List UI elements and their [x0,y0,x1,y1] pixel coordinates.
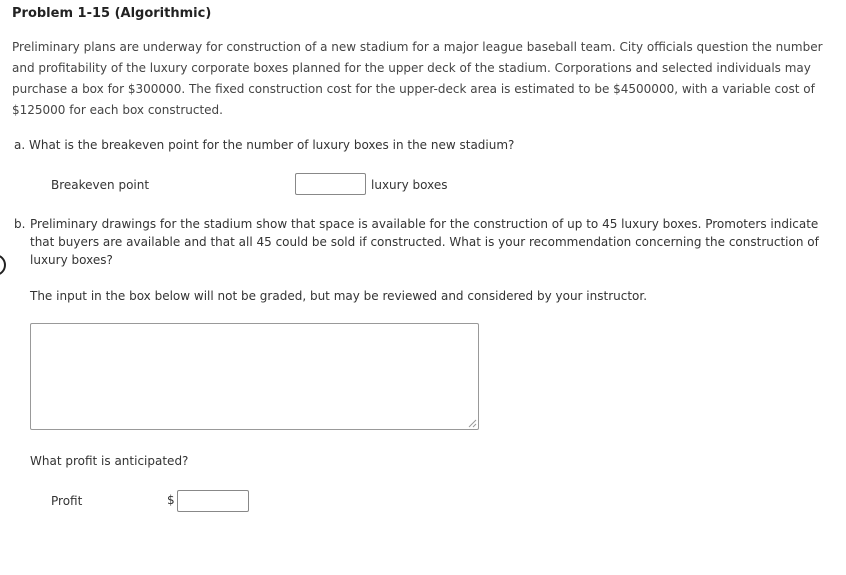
question-a: a. What is the breakeven point for the number of luxury boxes in the new stadium? [14,138,515,152]
bracket-mark-icon [0,254,6,276]
profit-question: What profit is anticipated? [30,454,189,468]
ungraded-note: The input in the box below will not be graded, but may be reviewed and considered by your instructor. [30,289,648,303]
breakeven-input[interactable] [295,173,366,195]
recommendation-textarea[interactable] [30,323,479,430]
question-b [14,215,830,269]
currency-symbol: $ [167,493,175,507]
problem-intro: Preliminary plans are underway for construction of a new stadium for a major league baseball team. City officials question the number and profitability of the luxury corporate boxes planned for the upper deck of the stadium. Corporations and selected individuals may purchase a box for $300000. The fixed construction cost for the upper-deck area is estimated to be $4500000, with a variable cost of $125000 for each box constructed. [12,40,823,117]
profit-label: Profit [51,494,83,508]
problem-title: Problem 1-15 (Algorithmic) [12,6,212,21]
question-b-marker: b. [14,217,26,231]
breakeven-label: Breakeven point [51,178,150,192]
breakeven-unit: luxury boxes [371,178,448,192]
profit-input[interactable] [177,490,249,512]
resize-grip-icon[interactable] [468,419,477,428]
question-b-text: Preliminary drawings for the stadium show that space is available for the construction of up to 45 luxury boxes. Promoters indicate that buyers are available and that all 45 could be sold if constructed. What is your recommendation concerning the construction of luxury boxes? [30,217,819,267]
